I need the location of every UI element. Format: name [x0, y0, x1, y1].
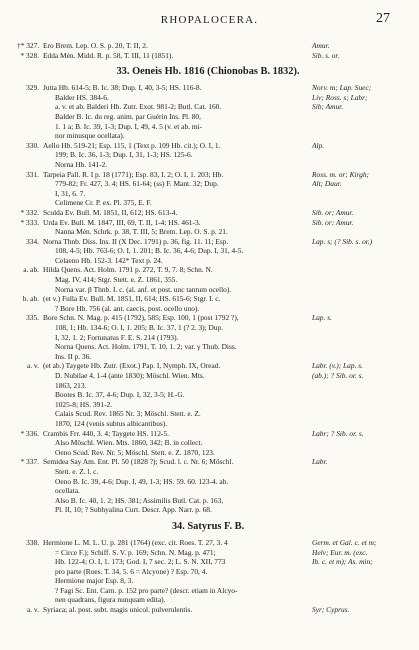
entry-number-gutter — [17, 576, 43, 586]
entry-distribution — [306, 567, 399, 577]
entry-distribution: Lap. s; (? Sib. s. or.) — [312, 236, 373, 246]
entry-number-gutter — [17, 333, 43, 343]
entry-text-line: Nanna Mén. Schrk. p. 38, T. III, 5; Brem. Lep. O. S. p. 21. — [55, 227, 228, 237]
entry-text-line: Stett. e. Z. l. c. — [55, 466, 99, 476]
species-entry — [17, 429, 399, 458]
species-entry — [17, 218, 399, 237]
entry-number-gutter — [17, 198, 43, 208]
entry-text-line: Oeno B. Ic. 39, 4-6; Dup. I, 49, 1-3; HS. 59. 60. 123-4. ab. — [55, 476, 229, 486]
entry-distribution: Sib. or; Amur. — [312, 207, 354, 217]
entry-number-gutter — [17, 246, 43, 256]
entry-distribution: Germ. et Gal. c. et m; — [312, 537, 377, 547]
entry-distribution — [306, 505, 399, 515]
entry-distribution — [306, 227, 399, 237]
entry-number: a. v. — [26, 361, 39, 371]
entry-text-line: Balder HS. 384-6. — [55, 92, 109, 102]
entry-distribution — [306, 576, 399, 586]
entry-distribution: Labr; ? Sib. or. s. — [312, 428, 364, 438]
entry-distribution: Sib; Amur. — [312, 102, 344, 112]
entry-number: * 332. — [20, 207, 39, 217]
entry-text-line: 108, 1; Hb. 134-6; O. I, 1. 205; B. Ic. 37, 1 (? 2. 3); Dup. — [55, 323, 224, 333]
entry-text-line: Norna Thnb. Diss. Ins. II (X Dec. 1791) p. 36, fig. 11. 11; Esp. — [43, 236, 229, 246]
entry-number: 330. — [26, 140, 39, 150]
entry-distribution: Norv. m; Lap. Suec; — [312, 83, 372, 93]
entry-number-gutter — [17, 557, 43, 567]
entry-distribution — [306, 477, 399, 487]
entry-distribution — [306, 400, 399, 410]
entry-number-gutter — [17, 342, 43, 352]
entry-distribution — [306, 496, 399, 506]
entry-text-line: 1870, 124 (venis subtus albicantibus). — [55, 418, 168, 428]
entry-number-gutter — [17, 438, 43, 448]
entry-number-gutter — [17, 304, 43, 314]
entry-number-gutter — [17, 131, 43, 141]
species-entry — [17, 294, 399, 313]
entry-distribution: Alt; Daur. — [312, 179, 342, 189]
species-entry — [17, 141, 399, 170]
entry-text-line: Calais Scud. Rev. 1865 Nr. 3; Möschl. Stett. e. Z. — [55, 409, 201, 419]
entry-text-line: 1863, 213. — [55, 380, 87, 390]
entry-distribution — [306, 586, 399, 596]
entry-text-line: Norna Hb. 141-2. — [55, 159, 108, 169]
entry-text-line: Also B. Ic. 40, 1. 2; HS. 381; Assimilis Butl. Cat. p. 163, — [55, 495, 224, 505]
species-entry — [17, 361, 399, 428]
species-entry — [17, 170, 399, 208]
entry-text-line: Norna var. β Thnb. I. c. (al. anf. et post. unc tantum ocello). — [55, 284, 232, 294]
entry-distribution — [306, 150, 399, 160]
entry-number-gutter — [17, 189, 43, 199]
entry-text-line: 1. 1 a; B. Ic. 39, 1-3; Dup. I, 49, 4. 5 (v. et ab. mi- — [55, 121, 203, 131]
entry-distribution — [306, 160, 399, 170]
entry-number: 338. — [26, 537, 39, 547]
entry-text-line: Crambis Frr. 440, 3. 4; Taygete HS. 112-5. — [43, 428, 169, 438]
entry-number: 334. — [26, 236, 39, 246]
entry-text-line: Syriaca; al. post. subt. magis unicol. pulverulentis. — [43, 605, 193, 615]
entry-distribution — [306, 333, 399, 343]
species-entry — [17, 237, 399, 266]
entry-number: 335. — [26, 313, 39, 323]
entry-text-line: Ero Brem. Lep. O. S. p. 20, T. II, 2. — [43, 41, 148, 50]
entry-distribution: Lap. s. — [312, 313, 332, 323]
entry-text-line: Edda Mén. Midd. R. p. 58, T. III, 11 (1851). — [43, 50, 174, 60]
entry-distribution: Labr. — [312, 457, 328, 467]
entry-distribution — [306, 486, 399, 496]
entry-text-line: D. Nubilae 4, 1-4 (ante 1830); Möschl. Wien. Mts. — [55, 371, 205, 380]
entry-text-line: pro parte (Roes. T. 34, 5. 6 = Alcyone) ? Esp. 70, 4. — [55, 566, 208, 576]
entry-number: 331. — [26, 169, 39, 179]
entry-text-line: Hb. 122-4; O. I, 1. 173; God. I, 7 sec. 2; L. S. N. XII, 773 — [55, 557, 226, 567]
entry-text-line: Mag. IV, 414; Stgr. Stett. e. Z. 1861, 355. — [55, 275, 178, 285]
entry-distribution — [306, 390, 399, 400]
entry-number-gutter — [17, 586, 43, 596]
entry-text-line: 108, 4-5; Hb. 763-6; O. I, 1. 201; B. Ic. 36, 4-6; Dup. I, 31, 4-5. — [55, 246, 244, 256]
entry-number-gutter — [17, 448, 43, 458]
entry-text-line: ? Fagi Sc. Ent. Carn. p. 152 pro parte? (descr. etiam in Alcyo- — [55, 585, 238, 595]
species-entry — [17, 457, 399, 515]
entry-number-gutter — [17, 400, 43, 410]
section-heading-oeneis: 33. Oeneis Hb. 1816 (Chionobas B. 1832). — [116, 66, 300, 78]
species-entry — [17, 51, 399, 61]
entry-distribution — [306, 304, 399, 314]
entries-satyrus — [17, 538, 399, 615]
species-entry — [17, 538, 399, 605]
entry-number-gutter — [17, 381, 43, 391]
species-entry — [17, 313, 399, 361]
entry-number-gutter — [17, 179, 43, 189]
entry-distribution: Helv; Eur. m. (exc. — [312, 547, 368, 557]
entry-distribution — [306, 381, 399, 391]
entry-number: * 328. — [20, 50, 39, 60]
entry-distribution: Sib. or; Amur. — [312, 217, 354, 227]
entry-distribution — [306, 112, 399, 122]
entry-text-line: Celaeno Hb. 152-3. 142* Text p. 24. — [55, 255, 163, 265]
entry-distribution: (ab.); ? Sib. or. s. — [312, 371, 364, 380]
entry-number-gutter — [17, 595, 43, 605]
entry-distribution: Syr; Cyprus. — [312, 605, 350, 615]
entry-number-gutter — [17, 352, 43, 362]
entry-text-line: Also Möschl. Wien. Mts. 1860, 342; B. in collect. — [55, 438, 203, 448]
entry-distribution — [306, 122, 399, 132]
entry-number-gutter — [17, 150, 43, 160]
entry-distribution — [306, 438, 399, 448]
entry-number-gutter — [17, 275, 43, 285]
entry-number-gutter — [17, 409, 43, 419]
section-heading-satyrus: 34. Satyrus F. B. — [171, 520, 245, 532]
entry-text-line: a. v. et ab. Balderi Hb. Zutr. Exot. 981-2; Butl. Cat. 160. — [55, 102, 222, 112]
entry-text-line: = Circe F.); Schiff. S. V. p. 169; Schn. N. Mag. p. 471; — [55, 547, 216, 557]
entry-number-gutter — [17, 102, 43, 112]
entry-number-gutter — [17, 371, 43, 381]
entry-number-gutter — [17, 112, 43, 122]
entry-text-line: Hilda Quens. Act. Holm. 1791 p. 272, T. 9, 7. 8; Schn. N. — [43, 265, 213, 275]
entries-oeneis — [17, 83, 399, 515]
entry-distribution — [306, 409, 399, 419]
entry-number: †* 327. — [17, 41, 40, 50]
entry-distribution: Ross. m. or; Kirgh; — [312, 169, 370, 179]
entry-number: * 336. — [20, 428, 39, 438]
entry-distribution — [306, 595, 399, 605]
entry-number-gutter — [17, 390, 43, 400]
entry-distribution: Liv; Ross. s; Labr; — [312, 92, 368, 102]
entries-top — [17, 41, 399, 60]
entry-text-line: 199; B. Ic. 36, 1-3; Dup. I, 31, 1-3; HS. 125-6. — [55, 150, 193, 160]
entry-number-gutter — [17, 419, 43, 429]
entry-text-line: Oeno Scud. Rev. Nr. 5; Möschl. Stett. e. Z. 1870, 123. — [55, 447, 215, 457]
entry-text-line: (et v.) Fulla Ev. Bull. M. 1851, II, 614; HS. 615-6; Stgr. I. c. — [43, 294, 221, 304]
entry-distribution — [306, 419, 399, 429]
species-entry — [17, 605, 399, 615]
entry-text-line: Celimene Cr. P. ex. Pl. 375, E. F. — [55, 198, 152, 208]
page-body — [17, 41, 399, 615]
entry-number-gutter — [17, 486, 43, 496]
entry-text-line: Semidea Say Am. Ent. Pl. 50 (1828 ?); Scud. l. c. Nr. 6; Möschl. — [43, 457, 234, 467]
species-entry — [17, 265, 399, 294]
entry-distribution — [306, 246, 399, 256]
entry-number-gutter — [17, 122, 43, 132]
running-title: RHOPALOCERA. — [160, 14, 259, 26]
entry-text-line: ocellata. — [55, 486, 80, 496]
entry-text-line: 779-82; Fr. 427, 3. 4; HS. 61-64; (ss) F. Mant. 32; Dup. — [55, 179, 219, 189]
species-entry — [17, 208, 399, 218]
entry-number-gutter — [17, 93, 43, 103]
entry-text-line: I, 32, 1. 2; Fortunatus F. E. S. 214 (1793). — [55, 332, 179, 342]
entry-text-line: 1025-8; HS. 391-2. — [55, 399, 113, 409]
entry-text-line: Aello Hb. 519-21; Esp. 115, 1 (Text p. 109 Hb. cit.); O. I, 1. — [43, 140, 221, 150]
entry-text-line: Ins. II p. 36. — [55, 351, 92, 361]
entry-text-line: Hermione L. M. L. U. p. 281 (1764) (exc. cit. Roes. T. 27, 3. 4 — [43, 537, 228, 547]
entry-text-line: Hermione major Esp. 8, 3. — [55, 576, 134, 586]
entry-distribution: Alp. — [312, 140, 325, 150]
entry-distribution — [306, 342, 399, 352]
entry-number: a. v. — [26, 605, 39, 615]
entry-number: 329. — [26, 83, 39, 93]
entry-distribution — [306, 294, 399, 304]
entry-number-gutter — [17, 256, 43, 266]
entry-number: * 337. — [20, 457, 39, 467]
entry-distribution — [306, 275, 399, 285]
entry-number: * 333. — [20, 217, 39, 227]
entry-number-gutter — [17, 323, 43, 333]
entry-distribution: Labr. (v.); Lap. s. — [312, 361, 363, 371]
species-entry — [17, 41, 399, 51]
entry-text-line: Jutta Hb. 614-5; B. Ic. 38; Dup. I, 40, 3-5; HS. 116-8. — [43, 83, 202, 93]
entry-text-line: Sculda Ev. Bull. M. 1851, II, 612; HS. 613-4. — [43, 207, 178, 217]
entry-text-line: ? Bore Hb. 756 (al. ant. caecis, post. ocello uno). — [55, 303, 200, 313]
entry-number-gutter — [17, 477, 43, 487]
entry-text-line: Pl. II, 10; ? Subhyalina Curt. Descr. App. Narr. p. 68. — [55, 505, 212, 515]
entry-distribution — [306, 323, 399, 333]
entry-text-line: Balder B. Ic. du reg. anim. par Guérin Ins. Pl. 80, — [55, 111, 201, 121]
entry-number: a. ab. — [23, 265, 39, 275]
entry-distribution — [306, 352, 399, 362]
entry-distribution — [306, 265, 399, 275]
species-entry — [17, 83, 399, 141]
entry-distribution — [306, 131, 399, 141]
entry-text-line: nor minusque ocellata). — [55, 131, 125, 141]
entry-number-gutter — [17, 505, 43, 515]
entry-distribution — [306, 467, 399, 477]
entry-distribution: Sib. s. or. — [312, 50, 340, 60]
entry-text-line: (et ab.) Taygete Hb. Zutr. (Exot.) Pap. I, Nymph. IX, Oread. — [43, 361, 221, 371]
entry-number-gutter — [17, 285, 43, 295]
entry-text-line: Bore Schn. N. Mag. p. 415 (1792), 585; Esp. 100, 1 (post 1792 ?), — [43, 313, 239, 323]
entry-distribution — [306, 198, 399, 208]
entry-distribution: Ib. c. et m); As. min; — [312, 557, 373, 567]
page-number: 27 — [376, 11, 390, 26]
entry-text-line: I, 31, 6. 7. — [55, 188, 86, 198]
entry-number-gutter — [17, 160, 43, 170]
entry-number-gutter — [17, 467, 43, 477]
entry-number: b. ab. — [22, 294, 39, 304]
entry-distribution: Amur. — [312, 41, 330, 50]
entry-number-gutter — [17, 548, 43, 558]
entry-distribution — [306, 285, 399, 295]
entry-text-line: Bootes B. Ic. 37, 4-6; Dup. I, 32, 3-5; H.-G. — [55, 390, 185, 400]
entry-number-gutter — [17, 496, 43, 506]
entry-number-gutter — [17, 227, 43, 237]
entry-number-gutter — [17, 567, 43, 577]
entry-text-line: Urda Ev. Bull. M. 1847, III, 69, T. II, 1-4; HS. 461-3. — [43, 217, 201, 227]
entry-text-line: nen quadrans, figura nunquam edita). — [55, 595, 166, 605]
entry-text-line: Tarpeia Pall. R. I p. 18 (1771); Esp. 83, I. 2; O. I, 1. 203; Hb. — [43, 169, 224, 179]
entry-distribution — [306, 448, 399, 458]
entry-distribution — [306, 256, 399, 266]
entry-distribution — [306, 189, 399, 199]
entry-text-line: Norna Quens. Act. Holm. 1791, T. 10, 1. 2; var. γ Thub. Diss. — [55, 342, 237, 352]
